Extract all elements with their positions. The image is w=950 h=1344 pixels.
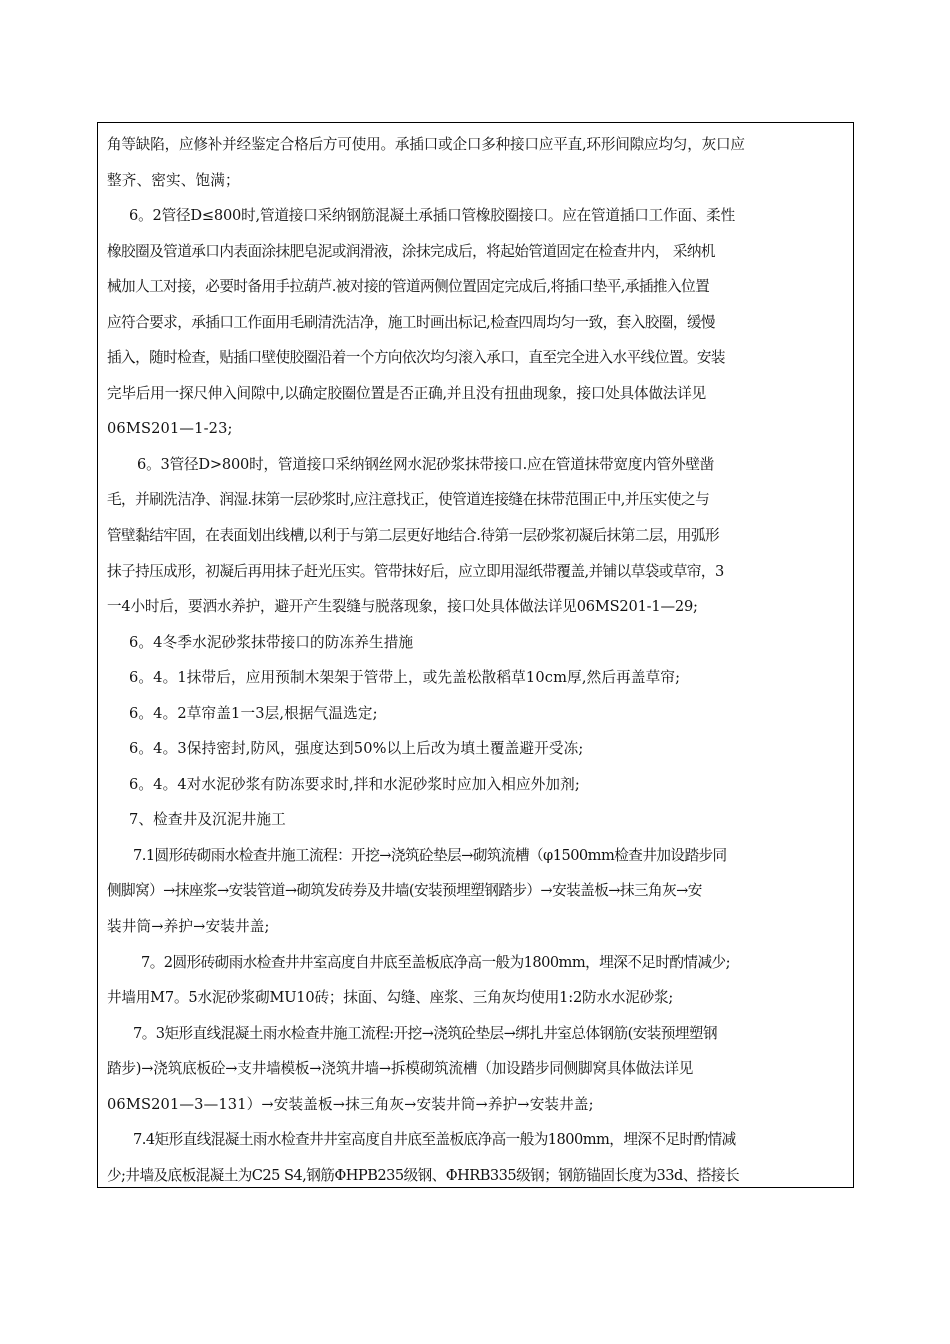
paragraph-line: 插入，随时检查，贴插口壁使胶圈沿着一个方向依次均匀滚入承口，直至完全进入水平线位置。安装 [107, 349, 725, 367]
paragraph-line: 侧脚窝）→抹座浆→安装管道→砌筑发砖券及井墙(安装预埋塑钢踏步）→安装盖板→抹三角灰→安 [107, 882, 702, 900]
paragraph-line: 6。3管径D>800时，管道接口采纳钢丝网水泥砂浆抹带接口.应在管道抹带宽度内管外壁凿 [137, 455, 715, 473]
paragraph-line: 橡胶圈及管道承口内表面涂抹肥皂泥或润滑液，涂抹完成后，将起始管道固定在检查井内， 采纳机 [107, 242, 715, 260]
paragraph-line: 完毕后用一探尺伸入间隙中,以确定胶圈位置是否正确,并且没有扭曲现象，接口处具体做法详见 [107, 384, 707, 402]
paragraph-line: 角等缺陷，应修补并经鉴定合格后方可使用。承插口或企口多种接口应平直,环形间隙应均匀，灰口应 [107, 136, 745, 153]
section-heading: 7、检查井及沉泥井施工 [129, 811, 286, 829]
paragraph-line: 抹子持压成形，初凝后再用抹子赶光压实。管带抹好后，应立即用湿纸带覆盖,并铺以草袋或草帘，3 [107, 562, 724, 580]
paragraph-line: 6。4冬季水泥砂浆抹带接口的防冻养生措施 [129, 633, 414, 651]
paragraph-line: 踏步)→浇筑底板砼→支井墙模板→浇筑井墙→拆模砌筑流槽（加设踏步同侧脚窝具体做法详见 [107, 1060, 694, 1078]
paragraph-line: 6。4。4对水泥砂浆有防冻要求时,拌和水泥砂浆时应加入相应外加剂; [129, 775, 580, 793]
paragraph-line: 6。4。2草帘盖1一3层,根据气温选定; [129, 704, 378, 722]
paragraph-line: 06MS201—3—131）→安装盖板→抹三角灰→安装井筒→养护→安装井盖; [107, 1095, 594, 1113]
paragraph-line: 毛，并刷洗洁净、润湿.抹第一层砂浆时,应注意找正，使管道连接缝在抹带范围正中,并压实使之与 [107, 491, 710, 509]
paragraph-line: 6。2管径D≤800时,管道接口采纳钢筋混凝土承插口管橡胶圈接口。应在管道插口工作面、柔性 [129, 207, 735, 225]
paragraph-line: 6。4。3保持密封,防风，强度达到50%以上后改为填土覆盖避开受冻; [129, 740, 584, 758]
paragraph-line: 管壁黏结牢固，在表面划出线槽,以利于与第二层更好地结合.待第一层砂浆初凝后抹第二层，用弧形 [107, 527, 720, 545]
paragraph-line: 一4小时后，要洒水养护，避开产生裂缝与脱落现象，接口处具体做法详见06MS201-1—29; [107, 598, 698, 616]
document-body [107, 127, 848, 1188]
paragraph-line: 7.1圆形砖砌雨水检查井施工流程：开挖→浇筑砼垫层→砌筑流槽（φ1500mm检查井加设踏步同 [133, 846, 727, 864]
paragraph-line: 7。2圆形砖砌雨水检查井井室高度自井底至盖板底净高一般为1800mm，埋深不足时酌情减少; [141, 953, 730, 971]
paragraph-line: 装井筒→养护→安装井盖; [107, 918, 270, 936]
paragraph-line: 械加人工对接，必要时备用手拉葫芦.被对接的管道两侧位置固定完成后,将插口垫平,承插推入位置 [107, 278, 710, 296]
paragraph-line: 应符合要求，承插口工作面用毛刷清洗洁净，施工时画出标记,检查四周均匀一致，套入胶圈，缓慢 [107, 313, 715, 331]
paragraph-line: 6。4。1抹带后，应用预制木架架于管带上，或先盖松散稻草10cm厚,然后再盖草帘; [129, 669, 681, 687]
paragraph-line: 06MS201—1-23; [107, 420, 233, 438]
paragraph-line: 7。3矩形直线混凝土雨水检查井施工流程:开挖→浇筑砼垫层→绑扎井室总体钢筋(安装预埋塑钢 [133, 1024, 718, 1042]
text-box-frame [97, 122, 854, 1188]
paragraph-line: 井墙用M7。5水泥砂浆砌MU10砖；抹面、勾缝、座浆、三角灰均使用1:2防水水泥砂浆; [107, 989, 674, 1007]
paragraph-line: 少;井墙及底板混凝土为C25 S4,钢筋ΦHPB235级钢、ΦHRB335级钢；钢筋锚固长度为33d、搭接长 [107, 1166, 739, 1184]
paragraph-line: 整齐、密实、饱满； [107, 171, 240, 189]
paragraph-line: 7.4矩形直线混凝土雨水检查井井室高度自井底至盖板底净高一般为1800mm，埋深不足时酌情减 [133, 1131, 736, 1149]
